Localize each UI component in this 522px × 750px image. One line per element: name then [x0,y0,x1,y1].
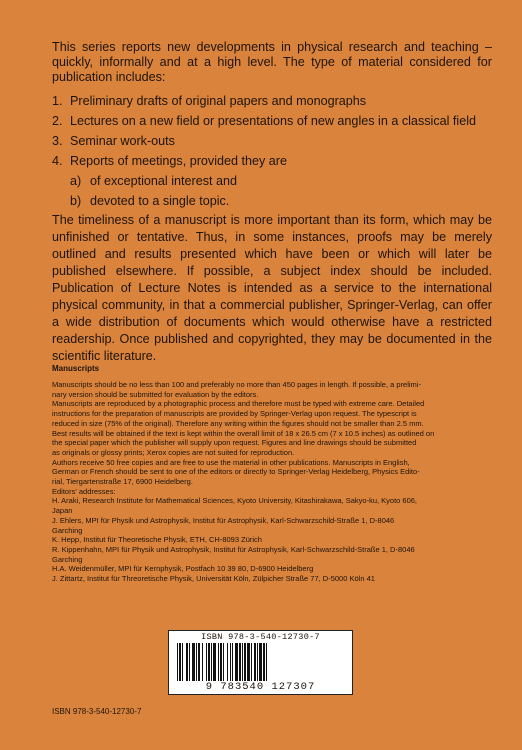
text-line: Authors receive 50 free copies and are free to use the material in other publications. Manuscripts in English, [52,457,410,467]
list-item [52,154,492,169]
barcode-bar [227,643,228,681]
list-item [52,94,492,109]
barcode-bar [251,643,252,681]
text-line: rial, Tiergartenstraße 17, 6900 Heidelberg. [52,477,193,487]
text-line: K. Hepp, Institut für Theoretische Physik, ETH, CH-8093 Zürich [52,535,262,545]
text-line: Best results will be obtained if the text is kept within the overall limit of 18 x 26.5 cm (7 x 10.5 inches) as outlined on [52,428,435,438]
list-item [52,134,492,149]
barcode-bar [179,643,181,681]
barcode-bar [232,643,233,681]
timeliness-paragraph: The timeliness of a manuscript is more important than its form, which may be unfinished or tentative. Thus, in some instances, proofs may be merely outlined and results presented which have been or which will later be published elsewhere. If possible, a subject index should be included. Publication of Lecture Notes is intended as a service to the international physical community, in that a commercial publisher, Springer-Verlag, can offer a wide distribution of documents which would otherwise have a restricted readership. Once published and copyrighted, they may be documented in the scientific literature. [52,213,492,363]
sub-list-item [52,174,492,189]
text-line: German or French should be sent to one of the editors or directly to Springer-Verlag Heidelberg, Physics Edito- [52,467,420,477]
manuscripts-text [52,380,497,584]
text-line: reduced in size (75% of the original). Therefore any writing within the figures should not be smaller than 2.5 mm. [52,418,424,428]
text-line: as originals or glossy prints; Xerox copies are not suited for reproduction. [52,447,295,457]
list-number: 4. [52,154,63,168]
intro-paragraph: This series reports new developments in physical research and teaching – quickly, informally and at a high level. The type of material considered for publication includes: [52,40,492,84]
barcode-isbn: ISBN 978-3-540-12730-7 [201,632,320,642]
material-list [52,94,492,214]
barcode-bar [230,643,231,681]
barcode-bar [235,643,238,681]
text-line: Manuscripts are reproduced by a photographic process and therefore must be typed with extreme care. Detailed [52,399,425,409]
barcode-bar [244,643,246,681]
list-number: 3. [52,134,63,148]
barcode-bar [198,643,200,681]
barcode-bar [218,643,219,681]
barcode-bar [182,643,183,681]
list-text: Preliminary drafts of original papers and monographs [70,94,367,108]
barcode-bar [211,643,212,681]
barcode-bar [266,643,267,681]
barcode-bar [259,643,262,681]
text-line: J. Ehlers, MPI für Physik und Astrophysik, Institut für Astrophysik, Karl-Schwarzschild-Straße 1, D-8046 [52,515,395,525]
text-line: nary version should be submitted for evaluation by the editors. [52,389,259,399]
manuscripts-heading: Manuscripts [52,364,100,373]
text-line: instructions for the preparation of manuscripts are provided by Springer-Verlag upon request. The typescript is [52,409,417,419]
sub-list-letter: b) [70,194,82,208]
sub-list-item [52,194,492,209]
list-item [52,114,492,129]
text-line: Manuscripts should be no less than 100 and preferably no more than 450 pages in length. If possible, a prelimi- [52,380,421,389]
barcode-bar [186,643,188,681]
barcode-bar [196,643,197,681]
barcode-bar [208,643,210,681]
barcode [168,630,353,695]
list-text: Lectures on a new field or presentations of new angles in a classical field [70,114,477,128]
barcode-bar [247,643,250,681]
text-line: H.A. Weidenmüller, MPI für Kernphysik, Postfach 10 39 80, D-6900 Heidelberg [52,564,314,574]
barcode-bar [189,643,190,681]
barcode-bar [206,643,207,681]
text-line: Japan [52,506,73,516]
text-line: Garching [52,525,83,535]
barcode-bar [242,643,243,681]
list-text: Reports of meetings, provided they are [70,154,288,168]
sub-list-letter: a) [70,174,82,188]
sub-list-text: of exceptional interest and [90,174,238,188]
barcode-bar [177,643,178,681]
barcode-bar [223,643,224,681]
list-number: 1. [52,94,63,108]
text-line: Garching [52,554,83,564]
barcode-bar [202,643,203,681]
text-line: J. Zittartz, Institut für Threoretische Physik, Universität Köln, Zülpicher Straße 77, D-5000 Köln 41 [52,574,375,584]
isbn-footer: ISBN 978-3-540-12730-7 [52,707,142,716]
barcode-bar [263,643,265,681]
list-number: 2. [52,114,63,128]
barcode-bar [257,643,258,681]
text-line: the special paper which the publisher will supply upon request. Figures and line drawings should be submitted [52,438,417,448]
barcode-bar [220,643,222,681]
list-text: Seminar work-outs [70,134,175,148]
barcode-bar [213,643,216,681]
barcode-digits: 9 783540 127307 [205,681,316,693]
sub-list-text: devoted to a single topic. [90,194,230,208]
barcode-bar [239,643,241,681]
text-line: R. Kippenhahn, MPI für Physik und Astrophysik, Institut für Astrophysik, Karl-Schwarzschild-Straße 1, D-8046 [52,544,415,554]
text-line: H. Araki, Research Institute for Mathematical Sciences, Kyoto University, Kitashirakawa, Sakyo-ku, Kyoto 606, [52,496,418,506]
text-line: Editors' addresses: [52,486,116,496]
barcode-bar [192,643,195,681]
barcode-bars [177,643,344,681]
barcode-bar [254,643,256,681]
